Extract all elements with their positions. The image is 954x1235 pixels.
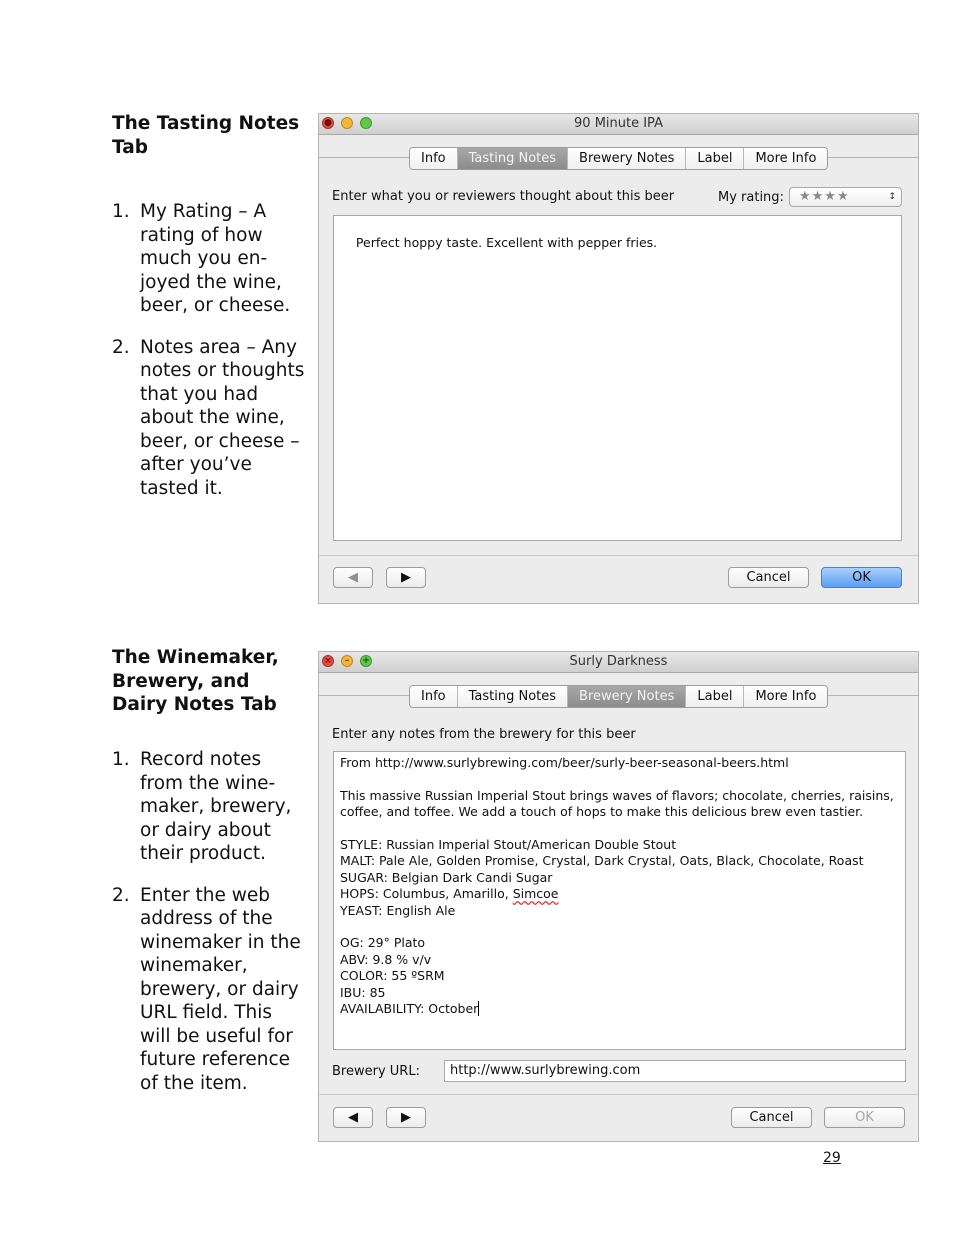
footer-divider <box>319 555 918 556</box>
next-button[interactable] <box>386 567 426 588</box>
notes-line: COLOR: 55 ºSRM <box>340 968 445 984</box>
next-button[interactable] <box>386 1107 426 1128</box>
cancel-button[interactable]: Cancel <box>728 567 809 588</box>
section-title-tasting-notes: The Tasting Notes Tab <box>112 113 300 158</box>
window-titlebar <box>319 114 918 135</box>
rating-stars: ★★★★ <box>799 189 850 204</box>
tab-tasting-notes[interactable]: Tasting Notes <box>458 148 568 169</box>
list-item <box>112 200 308 318</box>
window-title: 90 Minute IPA <box>574 116 663 131</box>
tab-bar <box>409 685 828 708</box>
zoom-icon[interactable] <box>360 117 372 129</box>
ok-button[interactable]: OK <box>821 567 902 588</box>
tab-bar <box>409 147 828 170</box>
notes-line <box>340 1001 899 1017</box>
notes-line: STYLE: Russian Imperial Stout/American Double Stout <box>340 837 677 852</box>
tasting-notes-steps <box>112 200 308 518</box>
step-text: My Rating – A rating of how much you en-joyed the wine, beer, or cheese. <box>140 201 291 316</box>
window-controls <box>322 655 372 667</box>
notes-line: OG: 29° Plato <box>340 935 426 951</box>
notes-line: SUGAR: Belgian Dark Candi Sugar <box>340 869 553 885</box>
notes-text: HOPS: Columbus, Amarillo, <box>340 886 513 902</box>
tab-label[interactable]: Label <box>686 686 744 707</box>
zoom-icon[interactable]: + <box>360 655 372 667</box>
tab-more-info[interactable]: More Info <box>744 686 827 707</box>
notes-line: From http://www.surlybrewing.com/beer/surly-beer-seasonal-beers.html <box>340 755 789 770</box>
rating-label: My rating: <box>718 190 784 205</box>
window-controls <box>322 117 372 129</box>
tasting-notes-textarea[interactable] <box>333 215 902 541</box>
close-icon[interactable]: ● <box>322 117 334 129</box>
step-text: Record notes from the wine-maker, brewery, or dairy about their product. <box>140 749 292 864</box>
tab-brewery-notes[interactable]: Brewery Notes <box>568 686 686 707</box>
previous-button[interactable] <box>333 567 373 588</box>
minimize-icon[interactable] <box>341 117 353 129</box>
notes-text: AVAILABILITY: October <box>340 1001 479 1017</box>
close-icon[interactable]: × <box>322 655 334 667</box>
tasting-notes-text: Perfect hoppy taste. Excellent with pepper fries. <box>355 235 658 251</box>
window-surly-darkness <box>318 651 919 1142</box>
page-number: 29 <box>823 1150 841 1166</box>
notes-line <box>340 886 899 902</box>
footer-divider <box>319 1094 918 1095</box>
brewery-notes-textarea[interactable] <box>333 751 906 1050</box>
triangle-left-icon: ◀ <box>348 1110 358 1125</box>
notes-line: This massive Russian Imperial Stout brings waves of flavors; chocolate, cherries, raisins, coffee, and toffee. We add a touch of hops to make this delicious brew even tastier. <box>340 787 894 820</box>
step-number: 2. <box>112 884 130 906</box>
step-text: Enter the web address of the winemaker in the winemaker, brewery, or dairy URL field. This will be useful for future reference of the item. <box>140 884 301 1094</box>
step-text: Notes area – Any notes or thoughts that you had about the wine, beer, or cheese – after you’ve tasted it. <box>140 336 305 499</box>
tab-more-info[interactable]: More Info <box>744 148 827 169</box>
notes-line: YEAST: English Ale <box>340 902 456 918</box>
notes-line: ABV: 9.8 % v/v <box>340 951 432 967</box>
misspelled-word: Simcoe <box>512 886 559 902</box>
list-item <box>112 748 308 866</box>
step-number: 2. <box>112 336 130 358</box>
ok-button[interactable]: OK <box>824 1107 905 1128</box>
brewery-prompt: Enter any notes from the brewery for this beer <box>332 727 636 742</box>
list-item <box>112 336 308 501</box>
tab-info[interactable]: Info <box>410 686 458 707</box>
section-title-brewery-notes: The Winemaker, Brewery, and Dairy Notes Tab <box>112 647 279 715</box>
rating-select[interactable] <box>789 187 902 207</box>
window-titlebar <box>319 652 918 673</box>
triangle-left-icon: ◀ <box>348 570 358 585</box>
minimize-icon[interactable]: – <box>341 655 353 667</box>
tab-tasting-notes[interactable]: Tasting Notes <box>458 686 568 707</box>
brewery-notes-steps <box>112 748 308 1113</box>
triangle-right-icon: ▶ <box>401 570 411 585</box>
tasting-prompt: Enter what you or reviewers thought about this beer <box>332 189 675 204</box>
list-item <box>112 884 308 1096</box>
brewery-url-value: http://www.surlybrewing.com <box>450 1063 641 1078</box>
tab-label[interactable]: Label <box>686 148 744 169</box>
cancel-button[interactable]: Cancel <box>731 1107 812 1128</box>
notes-line: IBU: 85 <box>340 984 386 1000</box>
notes-line: MALT: Pale Ale, Golden Promise, Crystal, Dark Crystal, Oats, Black, Chocolate, Roast <box>340 853 864 869</box>
window-90-minute-ipa <box>318 113 919 604</box>
brewery-url-input[interactable] <box>444 1060 906 1082</box>
brewery-url-label: Brewery URL: <box>332 1064 420 1079</box>
step-number: 1. <box>112 749 130 770</box>
updown-arrows-icon: ↕ <box>888 192 896 202</box>
tab-info[interactable]: Info <box>410 148 458 169</box>
window-title: Surly Darkness <box>569 654 668 669</box>
tab-brewery-notes[interactable]: Brewery Notes <box>568 148 686 169</box>
step-number: 1. <box>112 201 130 222</box>
triangle-right-icon: ▶ <box>401 1110 411 1125</box>
previous-button[interactable] <box>333 1107 373 1128</box>
